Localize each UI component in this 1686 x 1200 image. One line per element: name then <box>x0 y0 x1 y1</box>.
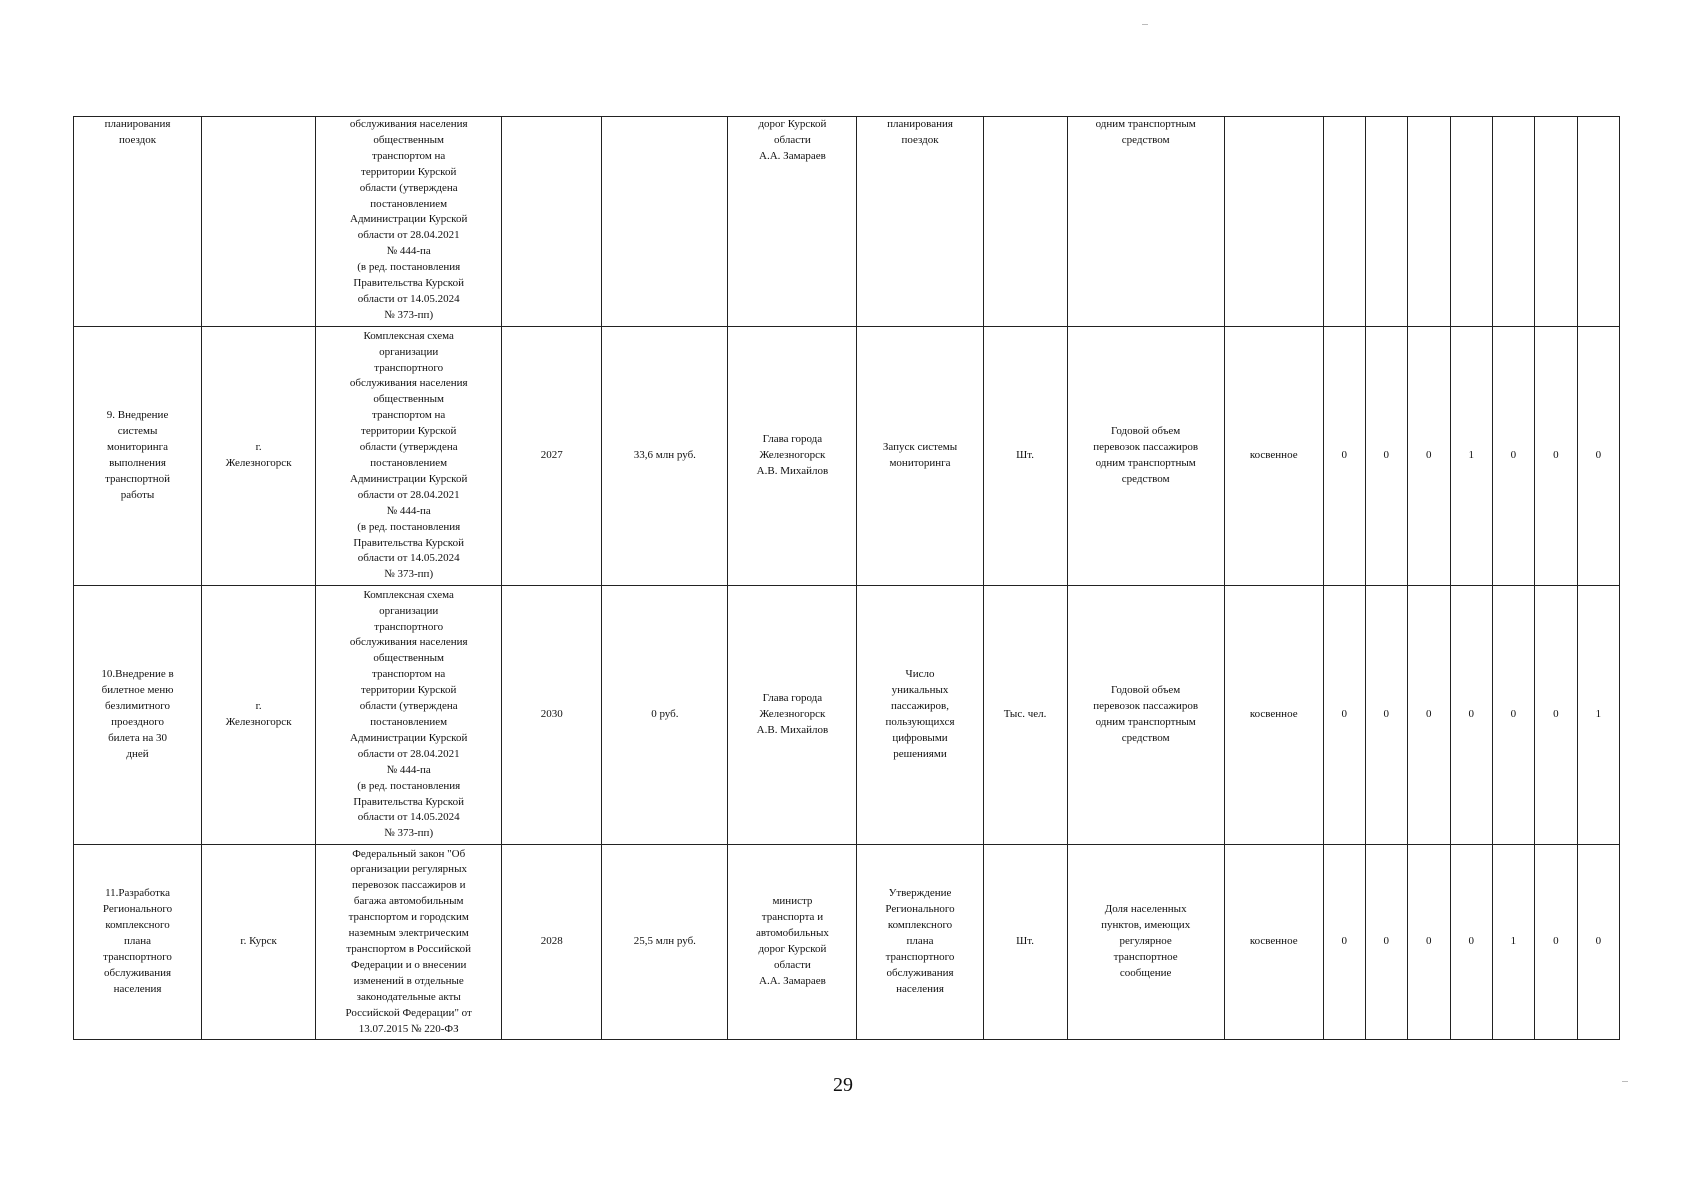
value-cell: 0 <box>1450 586 1492 845</box>
measure-name-cell: 10.Внедрение в билетное меню безлимитного проездного билета на 30 дней <box>74 586 202 845</box>
impact-cell: косвенное <box>1224 845 1323 1040</box>
value-cell: 0 <box>1492 327 1534 586</box>
value-cell: 0 <box>1365 327 1407 586</box>
cost-cell <box>602 117 728 327</box>
locality-cell: г. Курск <box>202 845 316 1040</box>
value-cell: 0 <box>1365 845 1407 1040</box>
indicator-cell: одним транспортным средством <box>1067 117 1224 327</box>
value-cell <box>1577 117 1619 327</box>
value-cell <box>1534 117 1577 327</box>
value-cell: 1 <box>1577 586 1619 845</box>
legal-basis-cell: Комплексная схема организации транспортного обслуживания населения общественным транспортом на территории Курской области (утверждена постановлением Администрации Курской области от 28.04.2021 № 444-па (в ред. постановления Правительства Курской области от 14.05.2024 № 373-пп) <box>316 327 502 586</box>
table-row <box>74 586 1620 845</box>
result-cell: Запуск системы мониторинга <box>857 327 983 586</box>
locality-cell: г. Железногорск <box>202 327 316 586</box>
result-cell: Число уникальных пассажиров, пользующихся цифровыми решениями <box>857 586 983 845</box>
table-row <box>74 117 1620 327</box>
impact-cell <box>1224 117 1323 327</box>
cost-cell: 0 руб. <box>602 586 728 845</box>
year-cell: 2030 <box>502 586 602 845</box>
indicator-cell: Доля населенных пунктов, имеющих регулярное транспортное сообщение <box>1067 845 1224 1040</box>
measure-name-cell: 11.Разработка Регионального комплексного плана транспортного обслуживания населения <box>74 845 202 1040</box>
value-cell <box>1323 117 1365 327</box>
impact-cell: косвенное <box>1224 327 1323 586</box>
table-row <box>74 845 1620 1040</box>
indicator-cell: Годовой объем перевозок пассажиров одним транспортным средством <box>1067 327 1224 586</box>
legal-basis-cell: обслуживания населения общественным транспортом на территории Курской области (утверждена постановлением Администрации Курской области от 28.04.2021 № 444-па (в ред. постановления Правительства Курской области от 14.05.2024 № 373-пп) <box>316 117 502 327</box>
page-number: 29 <box>833 1074 853 1096</box>
value-cell: 0 <box>1407 586 1450 845</box>
scan-speck <box>1142 24 1148 25</box>
locality-cell <box>202 117 316 327</box>
value-cell: 0 <box>1492 586 1534 845</box>
value-cell: 0 <box>1577 327 1619 586</box>
legal-basis-cell: Комплексная схема организации транспортного обслуживания населения общественным транспортом на территории Курской области (утверждена постановлением Администрации Курской области от 28.04.2021 № 444-па (в ред. постановления Правительства Курской области от 14.05.2024 № 373-пп) <box>316 586 502 845</box>
value-cell: 0 <box>1407 845 1450 1040</box>
cost-cell: 33,6 млн руб. <box>602 327 728 586</box>
locality-cell: г. Железногорск <box>202 586 316 845</box>
value-cell: 0 <box>1534 845 1577 1040</box>
value-cell <box>1407 117 1450 327</box>
value-cell: 0 <box>1407 327 1450 586</box>
value-cell: 0 <box>1323 845 1365 1040</box>
value-cell: 0 <box>1365 586 1407 845</box>
unit-cell <box>983 117 1067 327</box>
year-cell: 2027 <box>502 327 602 586</box>
value-cell: 0 <box>1323 586 1365 845</box>
year-cell <box>502 117 602 327</box>
value-cell: 0 <box>1323 327 1365 586</box>
table-row <box>74 327 1620 586</box>
value-cell: 1 <box>1492 845 1534 1040</box>
unit-cell: Шт. <box>983 327 1067 586</box>
value-cell: 0 <box>1534 327 1577 586</box>
result-cell: Утверждение Регионального комплексного плана транспортного обслуживания населения <box>857 845 983 1040</box>
year-cell: 2028 <box>502 845 602 1040</box>
responsible-cell: Глава города Железногорск А.В. Михайлов <box>728 586 857 845</box>
value-cell <box>1365 117 1407 327</box>
value-cell: 0 <box>1450 845 1492 1040</box>
indicator-cell: Годовой объем перевозок пассажиров одним транспортным средством <box>1067 586 1224 845</box>
unit-cell: Шт. <box>983 845 1067 1040</box>
measure-name-cell: планирования поездок <box>74 117 202 327</box>
legal-basis-cell: Федеральный закон "Об организации регулярных перевозок пассажиров и багажа автомобильным транспортом и городским наземным электрическим транспортом в Российской Федерации и о внесении изменений в отдельные законодательные акты Российской Федерации" от 13.07.2015 № 220-ФЗ <box>316 845 502 1040</box>
responsible-cell: министр транспорта и автомобильных дорог Курской области А.А. Замараев <box>728 845 857 1040</box>
impact-cell: косвенное <box>1224 586 1323 845</box>
value-cell: 0 <box>1577 845 1619 1040</box>
measure-name-cell: 9. Внедрение системы мониторинга выполнения транспортной работы <box>74 327 202 586</box>
measures-table <box>73 116 1620 1040</box>
cost-cell: 25,5 млн руб. <box>602 845 728 1040</box>
unit-cell: Тыс. чел. <box>983 586 1067 845</box>
value-cell: 0 <box>1534 586 1577 845</box>
responsible-cell: дорог Курской области А.А. Замараев <box>728 117 857 327</box>
value-cell <box>1450 117 1492 327</box>
responsible-cell: Глава города Железногорск А.В. Михайлов <box>728 327 857 586</box>
scan-speck <box>1622 1081 1628 1082</box>
value-cell: 1 <box>1450 327 1492 586</box>
result-cell: планирования поездок <box>857 117 983 327</box>
value-cell <box>1492 117 1534 327</box>
